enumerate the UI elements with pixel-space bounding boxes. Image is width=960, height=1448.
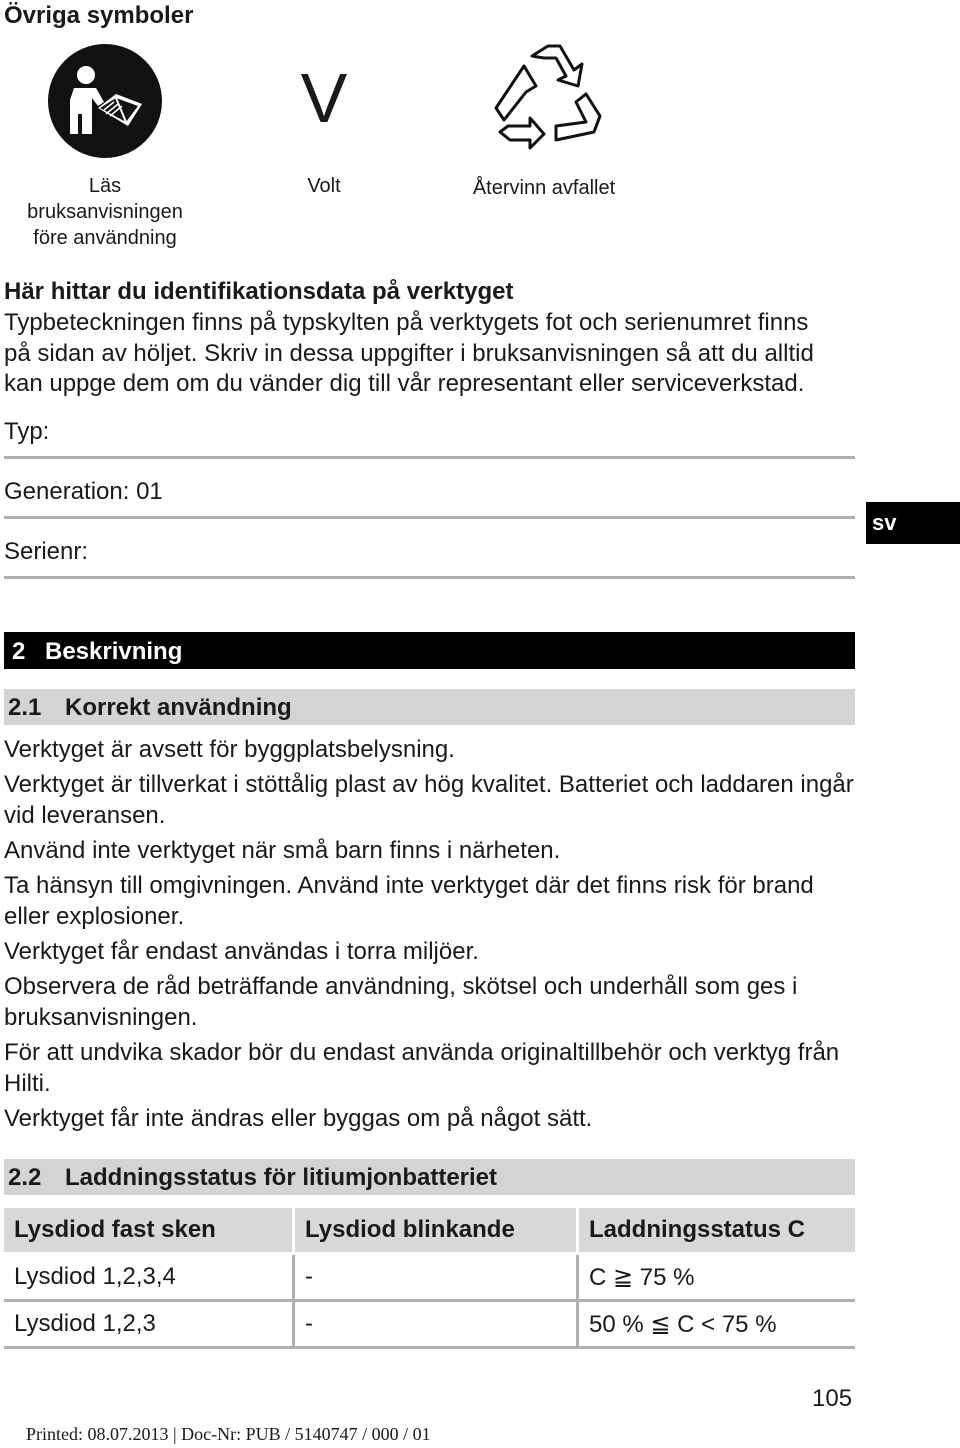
- identification-text: Typbeteckningen finns på typskylten på verktygets fot och serienumret finns på sidan av höljet. Skriv in dessa uppgifter i bruksanvisningen så att du alltid kan uppge dem om du vänder dig till vår representant eller serviceverkstad.: [4, 309, 814, 397]
- table-cell: -: [294, 1301, 578, 1348]
- serial-field-label: Serienr:: [4, 538, 89, 565]
- table-row: [4, 1301, 855, 1348]
- subsection-1-number: 2.1: [8, 694, 42, 721]
- identification-heading: Här hittar du identifikationsdata på verktyget: [4, 278, 514, 305]
- generation-field-label: Generation: 01: [4, 478, 163, 505]
- paragraph: Använd inte verktyget när små barn finns i närheten.: [4, 837, 561, 864]
- column-header: Lysdiod fast sken: [4, 1208, 294, 1254]
- paragraph: Ta hänsyn till omgivningen. Använd inte verktyget där det finns risk för brand eller explosioner.: [4, 872, 814, 930]
- subsection-1-heading: [4, 689, 855, 725]
- charge-status-table: [4, 1208, 855, 1349]
- table-cell: Lysdiod 1,2,3,4: [4, 1254, 294, 1301]
- table-cell: Lysdiod 1,2,3: [4, 1301, 294, 1348]
- recycle-label: Återvinn avfallet: [472, 177, 616, 199]
- column-header: Lysdiod blinkande: [294, 1208, 578, 1254]
- symbols-heading: Övriga symboler: [4, 2, 194, 29]
- table-cell: C ≧ 75 %: [578, 1254, 856, 1301]
- section-title: Beskrivning: [45, 638, 183, 665]
- section-heading: [4, 632, 855, 669]
- generation-field-line: [4, 516, 855, 519]
- subsection-1-body: [4, 734, 864, 1138]
- table-cell: 50 % ≦ C < 75 %: [578, 1301, 856, 1348]
- read-manual-label: Läs bruksanvisningen före användning: [27, 175, 183, 249]
- print-footer: Printed: 08.07.2013 | Doc-Nr: PUB / 5140747 / 000 / 01: [26, 1424, 431, 1444]
- paragraph: Observera de råd beträffande användning, skötsel och underhåll som ges i bruksanvisningen.: [4, 973, 798, 1031]
- table-header-row: [4, 1208, 855, 1254]
- paragraph: Verktyget får inte ändras eller byggas om på något sätt.: [4, 1105, 593, 1132]
- type-field-label: Typ:: [4, 418, 50, 445]
- table-cell: -: [294, 1254, 578, 1301]
- volt-icon: V: [300, 59, 348, 137]
- paragraph: För att undvika skador bör du endast använda originaltillbehör och verktyg från Hilti.: [4, 1039, 840, 1097]
- paragraph: Verktyget får endast användas i torra miljöer.: [4, 938, 479, 965]
- column-header: Laddningsstatus C: [578, 1208, 856, 1254]
- subsection-1-title: Korrekt användning: [65, 694, 292, 721]
- recycle-icon: [486, 42, 606, 154]
- type-field-line: [4, 456, 855, 459]
- serial-field-line: [4, 576, 855, 579]
- subsection-2-heading: [4, 1159, 855, 1195]
- section-number: 2: [12, 638, 26, 665]
- page-number: 105: [812, 1385, 853, 1412]
- volt-label: Volt: [307, 175, 341, 197]
- language-tab: sv: [866, 502, 960, 544]
- paragraph: Verktyget är avsett för byggplatsbelysning.: [4, 736, 455, 763]
- subsection-2-number: 2.2: [8, 1164, 42, 1191]
- read-manual-icon: [46, 42, 164, 160]
- paragraph: Verktyget är tillverkat i stöttålig plast av hög kvalitet. Batteriet och laddaren ingår vid leveransen.: [4, 771, 854, 829]
- subsection-2-title: Laddningsstatus för litiumjonbatteriet: [65, 1164, 498, 1191]
- table-row: [4, 1254, 855, 1301]
